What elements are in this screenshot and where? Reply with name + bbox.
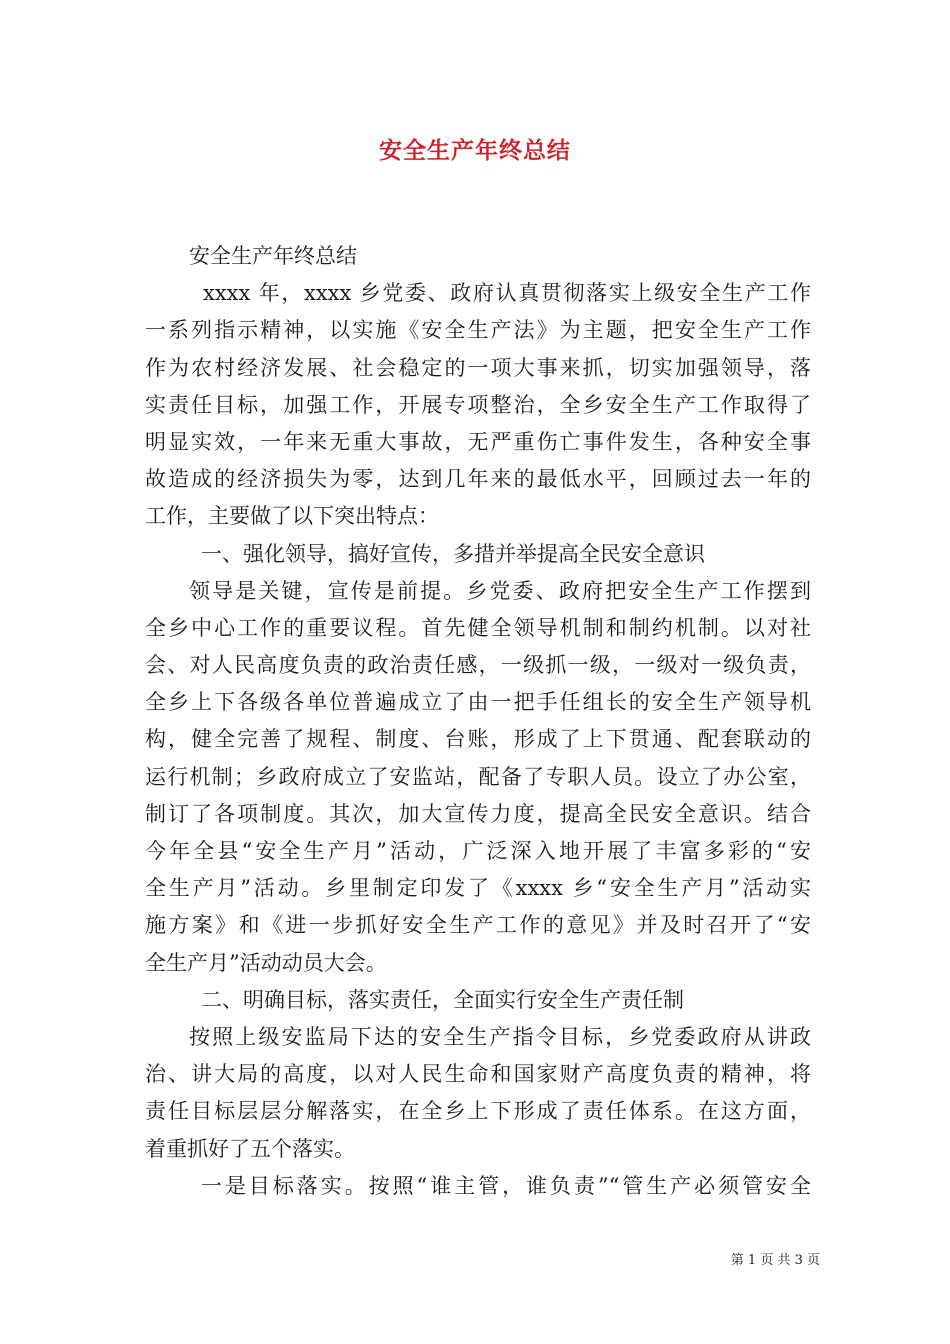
paragraph-line: xxxx 年，xxxx 乡党委、政府认真贯彻落实上级安全生产工作 [203,281,811,306]
paragraph-line: 全生产月”活动。乡里制定印发了《xxxx 乡“安全生产月”活动实 [145,876,811,901]
paragraph-line: 领导是关键，宣传是前提。乡党委、政府把安全生产工作摆到 [189,578,811,603]
paragraph-line: 全生产月”活动动员大会。 [145,950,387,975]
paragraph-line: 一、强化领导，搞好宣传，多措并举提高全民安全意识 [201,541,705,566]
paragraph-line: 实责任目标，加强工作，开展专项整治，全乡安全生产工作取得了 [145,392,811,417]
paragraph-line: 工作，主要做了以下突出特点： [145,504,439,529]
paragraph-line: 治、讲大局的高度，以对人民生命和国家财产高度负责的精神，将 [145,1062,811,1087]
paragraph-line: 作为农村经济发展、社会稳定的一项大事来抓，切实加强领导，落 [145,355,811,380]
paragraph-line: 二、明确目标，落实责任，全面实行安全生产责任制 [201,987,684,1012]
paragraph-line: 按照上级安监局下达的安全生产指令目标，乡党委政府从讲政 [189,1024,811,1049]
paragraph-line: 构，健全完善了规程、制度、台账，形成了上下贯通、配套联动的 [145,727,811,752]
paragraph-line: 施方案》和《进一步抓好安全生产工作的意见》并及时召开了“安 [145,913,811,938]
paragraph-line: 会、对人民高度负责的政治责任感，一级抓一级，一级对一级负责， [145,653,811,678]
page-number-footer: 第 1 页 共 3 页 [730,1253,820,1268]
document-title: 安全生产年终总结 [379,137,571,164]
paragraph-line: 全乡上下各级各单位普遍成立了由一把手任组长的安全生产领导机 [145,690,811,715]
paragraph-line: 明显实效，一年来无重大事故，无严重伤亡事件发生，各种安全事 [145,429,811,454]
paragraph-line: 着重抓好了五个落实。 [145,1136,355,1161]
document-body [145,238,811,1205]
paragraph-line: 一系列指示精神，以实施《安全生产法》为主题，把安全生产工作 [145,318,811,343]
paragraph-line: 运行机制；乡政府成立了安监站，配备了专职人员。设立了办公室， [145,764,811,789]
paragraph-line: 安全生产年终总结 [189,244,357,268]
paragraph-line: 责任目标层层分解落实，在全乡上下形成了责任体系。在这方面， [145,1099,811,1124]
paragraph-line: 全乡中心工作的重要议程。首先健全领导机制和制约机制。以对社 [145,615,811,640]
paragraph-line: 故造成的经济损失为零，达到几年来的最低水平，回顾过去一年的 [145,467,811,492]
paragraph-line: 一是目标落实。按照“谁主管，谁负责”“管生产必须管安全 [201,1173,811,1198]
paragraph-line: 今年全县“安全生产月”活动，广泛深入地开展了丰富多彩的“安 [145,839,811,863]
paragraph-line: 制订了各项制度。其次，加大宣传力度，提高全民安全意识。结合 [145,801,811,826]
